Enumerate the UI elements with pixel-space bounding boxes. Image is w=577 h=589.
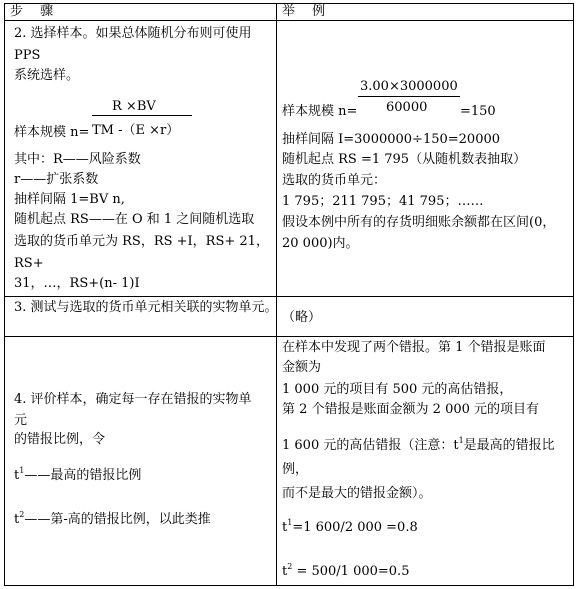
step2-line6: r——扩张系数 [14,172,99,187]
step2-line3: 系统选样。 [14,68,80,83]
example-formula-label: 样本规模 n= [282,104,358,119]
example-selected-units: 1 795；211 795；41 795；…… [282,194,484,209]
t1-symbol: t [14,468,20,483]
row-divider-header [4,20,574,21]
example4-line5-sup: 1 [458,436,464,445]
example-random-start: 随机起点 RS =1 795（从随机数表抽取） [282,152,527,167]
t1-text: ——最高的错报比例 [24,468,142,483]
example4-line1: 在样本中发现了两个错报。第 1 个错报是账面 [282,340,546,355]
step4-line3: 的错报比例，令 [14,432,106,447]
example4-t1-value [282,520,418,537]
table-border-right [573,3,574,586]
step4-t2-definition [14,512,211,529]
step2-formula-label: 样本规模 n= [14,125,90,140]
row-divider-2 [4,336,574,337]
t2-text: ——第-高的错报比例，以此类推 [24,512,211,527]
row-divider-1 [4,296,574,297]
step2-line11: 31，…，RS+(n- 1)I [14,276,140,291]
example-formula-numerator: 3.00×3000000 [360,79,458,94]
example4-t2-calc: = 500/1 000=0.5 [292,564,410,579]
t2-superscript: 2 [19,510,25,519]
t2-symbol: t [14,512,20,527]
example-selected-units-label: 选取的货币单元： [282,173,387,188]
example4-line2: 金额为 [282,360,322,375]
example4-t1-symbol: t [282,520,288,535]
example-assumption-1: 假设本例中所有的存货明细账余额都在区间(0， [282,215,556,230]
step2-line1: 2. 选择样本。如果总体随机分布则可使用 [14,26,252,41]
example4-t2-sup: 2 [287,562,293,571]
step2-formula-bar [92,115,192,116]
example4-line6: 例， [282,462,309,477]
step4-t1-definition [14,468,141,485]
example4-line7: 而不是最大的错报金额）。 [282,486,432,501]
example4-line3: 1 000 元的项目有 500 元的高估错报， [282,382,513,397]
step3-example: （略） [282,310,322,325]
example4-line5 [282,438,555,455]
step2-formula-numerator: R ×BV [112,99,156,114]
step2-line9: 选取的货币单元为 RS，RS +I，RS+ 21， [14,234,269,249]
example4-t1-sup: 1 [287,518,293,527]
step2-line7: 抽样间隔 1=BV n, [14,192,125,207]
step2-line8: 随机起点 RS——在 O 和 1 之间随机选取 [14,212,255,227]
example-assumption-2: 20 000)内。 [282,236,359,251]
step4-line1: 4. 评价样本，确定每一存在错报的实物单 [14,392,252,407]
column-divider [276,3,277,586]
example4-t2-symbol: t [282,564,288,579]
step2-line2: PPS [14,48,41,63]
example-interval: 抽样间隔 I=3000000÷150=20000 [282,132,501,147]
example4-line5-a: 1 600 元的高估错报（注意：t [282,438,459,453]
step2-line5: 其中：R——风险系数 [14,152,141,167]
example4-line4: 第 2 个错报是账面金额为 2 000 元的项目有 [282,402,540,417]
example-formula-result: =150 [460,104,496,119]
step4-line2: 元 [14,413,28,428]
step2-line10: RS+ [14,256,44,271]
header-example: 举 例 [282,4,326,19]
example4-t1-calc: =1 600/2 000 =0.8 [292,520,418,535]
example4-line5-b: 是最高的错报比 [463,438,555,453]
header-step: 步 骤 [10,4,54,19]
example-formula-denominator: 60000 [386,100,428,115]
step2-formula-denominator: TM -（E ×r） [92,123,180,138]
table-border-left [4,3,5,586]
step3-text: 3. 测试与选取的货币单元相关联的实物单元。 [14,300,278,315]
example-formula-bar [358,96,460,97]
table-border-bottom [4,585,574,586]
example4-t2-value [282,564,409,581]
t1-superscript: 1 [19,466,25,475]
